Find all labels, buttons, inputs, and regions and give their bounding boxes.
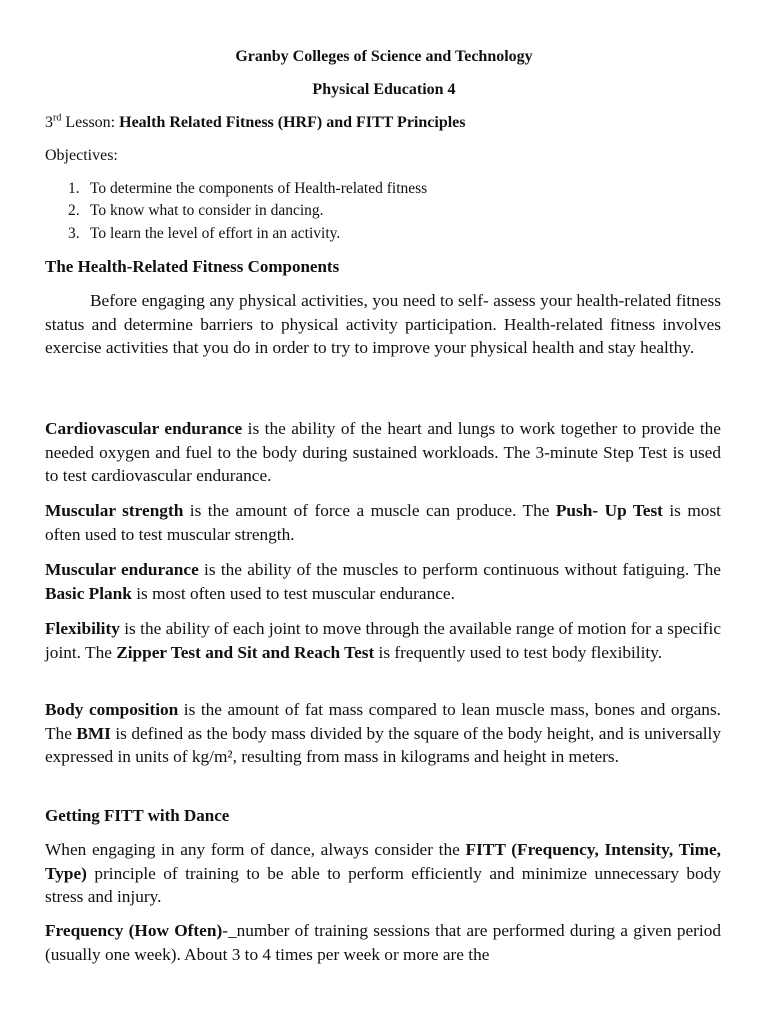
fitt-term: FITT (Frequency, Intensity, Time, Type) xyxy=(45,840,721,883)
bmi-term: BMI xyxy=(76,723,111,743)
body-composition-text: is the amount of fat mass compared to lean muscle mass, bones and organs. The xyxy=(45,700,721,743)
strength-term: Muscular strength xyxy=(45,501,184,520)
objective-number: 2. xyxy=(68,202,80,219)
cardio-paragraph xyxy=(45,417,721,488)
school-name: Granby Colleges of Science and Technology xyxy=(235,48,533,65)
body-composition-text-end: is defined as the body mass divided by the square of the body height, and is universally expressed in units of kg/m², resulting from mass in kilograms and height in meters. xyxy=(45,723,722,766)
endurance-paragraph xyxy=(45,558,721,605)
cardio-text: is the ability of the heart and lungs to work together to provide the needed oxygen and fuel to the body during sustained workloads. The 3-minute Step Test is used to test cardiovascular endurance. xyxy=(45,419,721,485)
fitt-paragraph xyxy=(45,838,721,909)
lesson-topic: Health Related Fitness (HRF) and FITT Principles xyxy=(119,114,466,131)
objectives-label: Objectives: xyxy=(45,147,118,164)
objective-number: 3. xyxy=(68,225,80,242)
endurance-term: Muscular endurance xyxy=(45,560,199,579)
body-composition-term: Body composition xyxy=(45,700,179,719)
frequency-term: Frequency (How Often) xyxy=(45,921,223,940)
section-heading-fitt: Getting FITT with Dance xyxy=(45,806,230,825)
objective-item xyxy=(68,202,324,220)
intro-paragraph: Before engaging any physical activities, you need to self- assess your health-related fitness status and determine barriers to physical activity participation. Health-related fitness involves exercise activities that you do in order to try to improve your physical health and stay healthy. xyxy=(45,291,721,357)
objective-item xyxy=(68,180,427,198)
flexibility-paragraph xyxy=(45,617,721,664)
objective-item xyxy=(68,225,340,243)
lesson-number: 3 xyxy=(45,114,53,131)
endurance-text: is the ability of the muscles to perform continuous without fatiguing. The xyxy=(198,560,721,579)
fitt-text: When engaging in any form of dance, always consider the xyxy=(45,840,466,859)
section-heading-hrf: The Health-Related Fitness Components xyxy=(45,257,340,276)
body-composition-paragraph xyxy=(45,698,721,769)
fitt-text-end: principle of training to be able to perform efficiently and minimize unnecessary body stress and injury. xyxy=(45,863,721,906)
strength-test: Push- Up Test xyxy=(555,501,663,520)
lesson-prefix: Lesson: xyxy=(61,114,120,131)
flexibility-term: Flexibility xyxy=(45,619,120,638)
objective-number: 1. xyxy=(68,180,80,197)
endurance-test: Basic Plank xyxy=(45,583,132,603)
lesson-number-suffix: rd xyxy=(53,112,62,124)
flexibility-test: Zipper Test and Sit and Reach Test xyxy=(116,642,375,662)
objective-text: To know what to consider in dancing. xyxy=(90,202,324,219)
lesson-title xyxy=(45,114,466,132)
flexibility-text-end: is frequently used to test body flexibility. xyxy=(374,642,663,662)
flexibility-text: is the ability of each joint to move through the available range of motion for a specific joint. The xyxy=(45,619,721,662)
course-title: Physical Education 4 xyxy=(312,81,456,98)
cardio-term: Cardiovascular endurance xyxy=(45,419,243,438)
strength-text-end: is most often used to test muscular strength. xyxy=(45,501,721,544)
frequency-paragraph xyxy=(45,919,721,966)
frequency-text: -_number of training sessions that are performed during a given period (usually one week). About 3 to 4 times per week or more are the xyxy=(45,921,721,964)
objective-text: To determine the components of Health-related fitness xyxy=(90,180,428,197)
strength-text: is the amount of force a muscle can produce. The xyxy=(183,501,556,520)
strength-paragraph xyxy=(45,499,721,546)
objective-text: To learn the level of effort in an activity. xyxy=(90,225,341,242)
endurance-text-end: is most often used to test muscular endurance. xyxy=(131,583,455,603)
